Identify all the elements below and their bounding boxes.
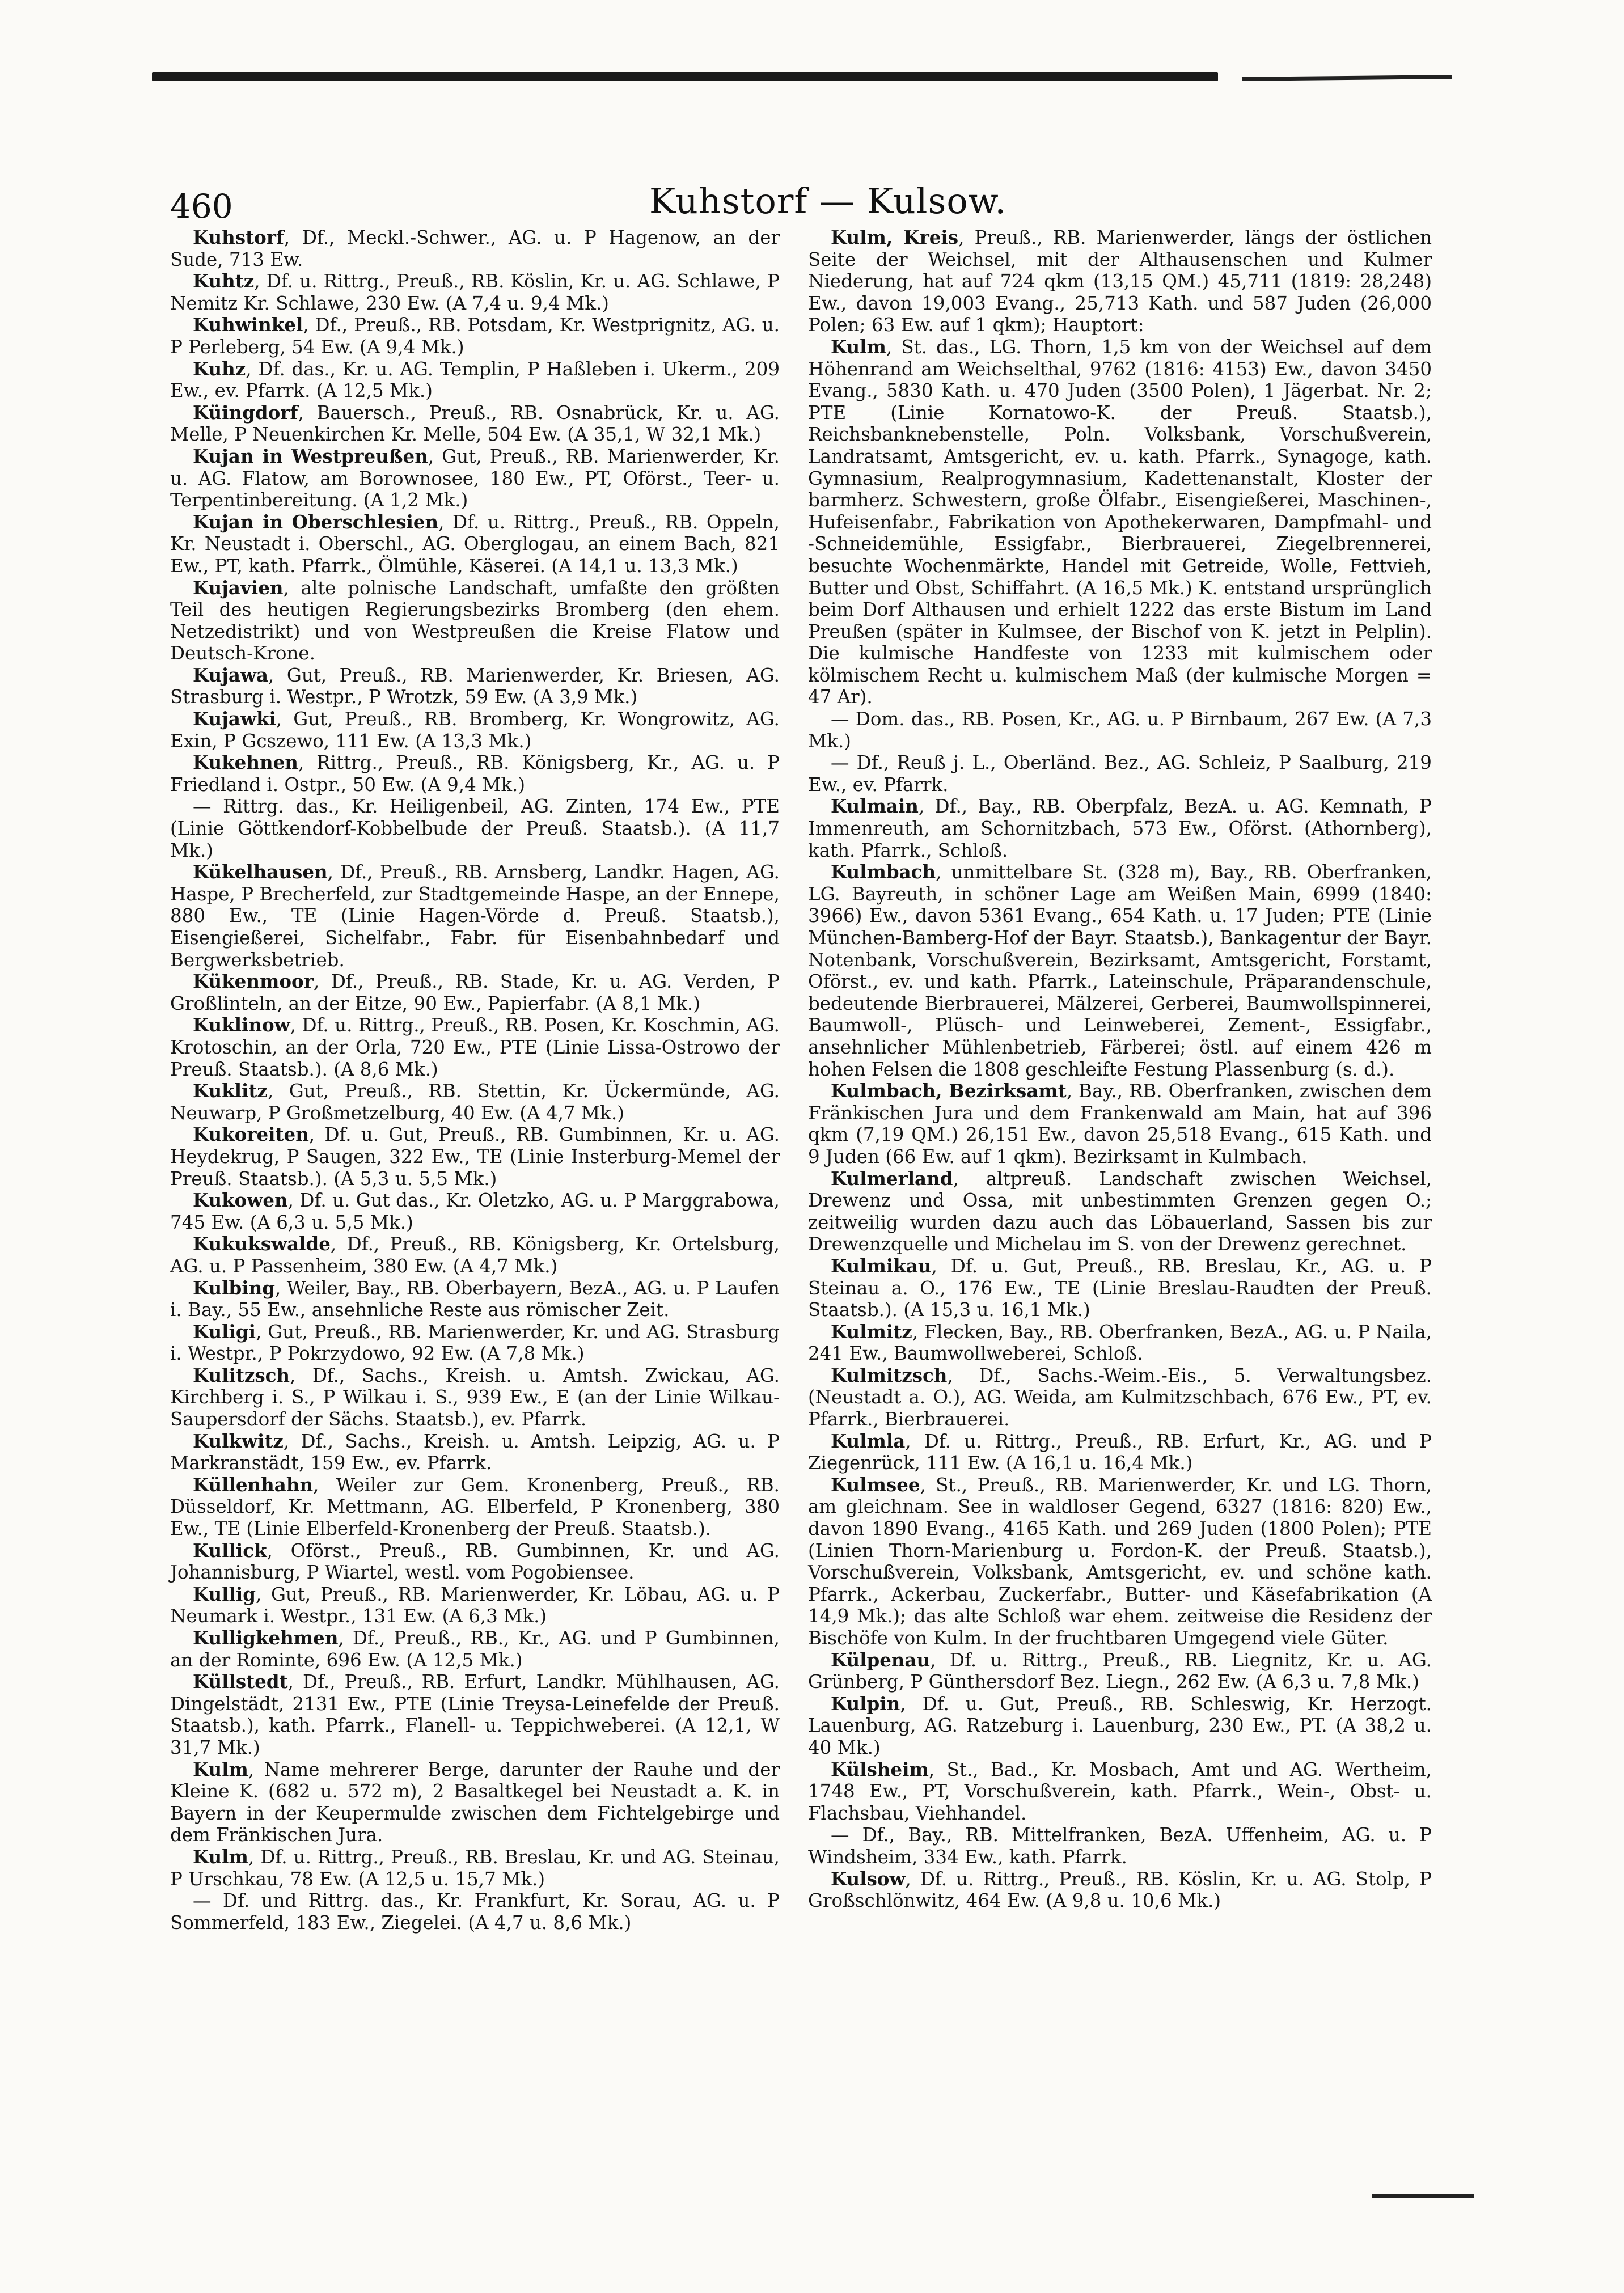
entry-headword: Kuhwinkel — [193, 314, 303, 336]
dictionary-entry — [170, 796, 780, 861]
entry-text: , Df. u. Rittrg., Preuß., RB. Oppeln, Kr. Neustadt i. Oberschl., AG. Oberglogau, an einem Bach, 821 Ew., PT, kath. Pfarrk., Ölmühle, Käserei. (A 14,1 u. 13,3 Mk.) — [170, 511, 780, 577]
dictionary-entry — [170, 1321, 780, 1365]
top-rule — [152, 72, 1218, 81]
entry-headword: Kujan in Westpreußen — [193, 445, 428, 467]
dictionary-entry — [808, 1474, 1432, 1649]
entry-text: , Df. u. Rittrg., Preuß., RB. Breslau, Kr. und AG. Steinau, P Urschkau, 78 Ew. (A 12,5 u. 15,7 Mk.) — [170, 1846, 780, 1890]
dictionary-entry — [808, 1365, 1432, 1431]
entry-headword: Kujawa — [193, 663, 269, 686]
entry-headword: Kullig — [193, 1583, 256, 1605]
entry-text: , Gut, Preuß., RB. Stettin, Kr. Ückermünde, AG. Neuwarp, P Großmetzelburg, 40 Ew. (A 4,7 Mk.) — [170, 1080, 780, 1124]
entry-text: , Df., Meckl.-Schwer., AG. u. P Hagenow, an der Sude, 713 Ew. — [170, 227, 780, 270]
dictionary-entry — [808, 1868, 1432, 1912]
entry-text: , Gut, Preuß., RB. Bromberg, Kr. Wongrowitz, AG. Exin, P Gcszewo, 111 Ew. (A 13,3 Mk.) — [170, 708, 780, 752]
entry-headword: Kulm, Kreis — [831, 226, 959, 248]
entry-text: , Df., Sachs., Kreish. u. Amtsh. Zwickau, AG. Kirchberg i. S., P Wilkau i. S., 939 Ew., E (an der Linie Wilkau-Saupersdorf der Sächs. Staatsb.), ev. Pfarrk. — [170, 1364, 780, 1431]
dictionary-entry — [808, 336, 1432, 708]
entry-text: , altpreuß. Landschaft zwischen Weichsel, Drewenz und Ossa, mit unbestimmten Grenzen gegen O.; zeitweilig wurden dazu auch das Löbauerland, Sassen bis zur Drewenzquelle und Michelau im S. von der Drewenz gerechnet. — [808, 1167, 1432, 1255]
dictionary-entry — [170, 1277, 780, 1321]
entry-headword: Küingdorf — [193, 401, 298, 424]
dictionary-entry — [170, 752, 780, 796]
entry-headword: Kükenmoor — [193, 970, 314, 993]
dictionary-entry — [170, 446, 780, 511]
entry-text: , alte polnische Landschaft, umfaßte den größten Teil des heutigen Regierungsbezirks Bromberg (den ehem. Netzedistrikt) und von Westpreußen die Kreise Flatow und Deutsch-Krone. — [170, 577, 780, 665]
entry-text: , Weiler zur Gem. Kronenberg, Preuß., RB. Düsseldorf, Kr. Mettmann, AG. Elberfeld, P Kronenberg, 380 Ew., TE (Linie Elberfeld-Kronenberg der Preuß. Staatsb.). — [170, 1474, 780, 1540]
entry-headword: Kulbing — [193, 1276, 275, 1299]
entry-headword: Kulmbach — [831, 861, 936, 883]
dictionary-entry — [170, 314, 780, 358]
dictionary-entry — [808, 861, 1432, 1080]
entry-text: , Df. u. Rittrg., Preuß., RB. Erfurt, Kr., AG. und P Ziegenrück, 111 Ew. (A 16,1 u. 16,4 Mk.) — [808, 1430, 1432, 1474]
dictionary-entry — [170, 1431, 780, 1474]
entry-headword: Kulligkehmen — [193, 1627, 339, 1649]
entry-text: , Gut, Preuß., RB. Marienwerder, Kr. Löbau, AG. u. P Neumark i. Westpr., 131 Ew. (A 6,3 Mk.) — [170, 1583, 780, 1627]
dictionary-entry — [170, 1890, 780, 1934]
entry-headword: Kuhtz — [193, 270, 255, 293]
entry-headword: Kullick — [193, 1539, 267, 1562]
entry-text: , Df. u. Rittrg., Preuß., RB. Posen, Kr. Koschmin, AG. Krotoschin, an der Orla, 720 Ew., PTE (Linie Lissa-Ostrowo der Preuß. Staatsb.). (A 8,6 Mk.) — [170, 1014, 780, 1080]
entry-text: , Df. u. Gut, Preuß., RB. Breslau, Kr., AG. u. P Steinau a. O., 176 Ew., TE (Linie Breslau-Raudten der Preuß. Staatsb.). (A 15,3 u. 16,1 Mk.) — [808, 1255, 1432, 1321]
entry-headword: Kukukswalde — [193, 1233, 331, 1255]
entry-headword: Kulmerland — [831, 1167, 953, 1190]
dictionary-entry — [808, 708, 1432, 752]
entry-headword: Kujawki — [193, 708, 276, 730]
entry-headword: Kulsow — [831, 1867, 906, 1890]
running-head: Kuhstorf — Kulsow. — [649, 180, 1007, 222]
entry-text: , Name mehrerer Berge, darunter der Rauhe und der Kleine K. (682 u. 572 m), 2 Basaltkegel bei Neustadt a. K. in Bayern in der Keupermulde zwischen dem Fichtelgebirge und dem Fränkischen Jura. — [170, 1758, 780, 1846]
entry-headword: Kulmbach, Bezirksamt — [831, 1080, 1067, 1102]
entry-text: , Df., Preuß., RB. Arnsberg, Landkr. Hagen, AG. Haspe, P Brecherfeld, zur Stadtgemeinde Haspe, an der Ennepe, 880 Ew., TE (Linie Hagen-Vörde d. Preuß. Staatsb.), Eisengießerei, Sichelfabr., Fabr. für Eisenbahnbedarf und Bergwerksbetrieb. — [170, 861, 780, 971]
entry-text: , Df., Sachs.-Weim.-Eis., 5. Verwaltungsbez. (Neustadt a. O.), AG. Weida, am Kulmitzschbach, 676 Ew., PT, ev. Pfarrk., Bierbrauerei. — [808, 1364, 1432, 1431]
entry-text: , Rittrg., Preuß., RB. Königsberg, Kr., AG. u. P Friedland i. Ostpr., 50 Ew. (A 9,4 Mk.) — [170, 752, 780, 796]
right-column — [808, 227, 1432, 1912]
entry-text: , Gut, Preuß., RB. Marienwerder, Kr. und AG. Strasburg i. Westpr., P Pokrzydowo, 92 Ew. (A 7,8 Mk.) — [170, 1321, 780, 1365]
entry-headword: Kulmsee — [831, 1473, 920, 1496]
left-column — [170, 227, 780, 1934]
entry-headword: Kuhstorf — [193, 226, 284, 248]
entry-headword: Kulm — [193, 1758, 248, 1780]
entry-text: , Df. u. Rittrg., Preuß., RB. Liegnitz, Kr. u. AG. Grünberg, P Günthersdorf Bez. Liegn., 262 Ew. (A 6,3 u. 7,8 Mk.) — [808, 1649, 1432, 1693]
entry-text: , Df., Preuß., RB. Königsberg, Kr. Ortelsburg, AG. u. P Passenheim, 380 Ew. (A 4,7 Mk.) — [170, 1233, 780, 1277]
dictionary-entry — [808, 1255, 1432, 1321]
entry-text: , Bauersch., Preuß., RB. Osnabrück, Kr. u. AG. Melle, P Neuenkirchen Kr. Melle, 504 Ew. (A 35,1, W 32,1 Mk.) — [170, 401, 780, 446]
entry-headword: Kulmla — [831, 1429, 906, 1452]
dictionary-entry — [808, 227, 1432, 336]
entry-headword: Kuligi — [193, 1320, 256, 1343]
entry-text: — Df., Bay., RB. Mittelfranken, BezA. Uffenheim, AG. u. P Windsheim, 334 Ew., kath. Pfarrk. — [808, 1824, 1432, 1868]
dictionary-entry — [170, 577, 780, 665]
entry-text: , Df. u. Gut das., Kr. Oletzko, AG. u. P Marggrabowa, 745 Ew. (A 6,3 u. 5,5 Mk.) — [170, 1190, 780, 1233]
entry-text: , Df., Preuß., RB. Potsdam, Kr. Westprignitz, AG. u. P Perleberg, 54 Ew. (A 9,4 Mk.) — [170, 314, 780, 358]
dictionary-entry — [808, 1649, 1432, 1693]
dictionary-entry — [808, 1080, 1432, 1167]
dictionary-entry — [170, 1627, 780, 1671]
dictionary-entry — [808, 1168, 1432, 1255]
entry-headword: Kulmain — [831, 795, 919, 818]
dictionary-entry — [170, 971, 780, 1014]
dictionary-entry — [808, 1759, 1432, 1825]
entry-text: , Flecken, Bay., RB. Oberfranken, BezA., AG. u. P Naila, 241 Ew., Baumwollweberei, Schloß. — [808, 1321, 1432, 1365]
entry-text: , Df., Preuß., RB., Kr., AG. und P Gumbinnen, an der Rominte, 696 Ew. (A 12,5 Mk.) — [170, 1627, 780, 1671]
entry-text: , Oförst., Preuß., RB. Gumbinnen, Kr. und AG. Johannisburg, P Wiartel, westl. vom Pogobiensee. — [170, 1539, 780, 1584]
entry-text: , Df., Sachs., Kreish. u. Amtsh. Leipzig, AG. u. P Markranstädt, 159 Ew., ev. Pfarrk. — [170, 1430, 780, 1474]
dictionary-entry — [170, 1759, 780, 1846]
entry-headword: Kuklitz — [193, 1080, 268, 1102]
dictionary-entry — [170, 1540, 780, 1584]
entry-text: , Preuß., RB. Marienwerder, längs der östlichen Seite der Weichsel, mit der Althausenschen und Kulmer Niederung, hat auf 724 qkm (13,15 QM.) 45,711 (1819: 28,248) Ew., davon 19,003 Evang., 25,713 Kath. und 587 Juden (26,000 Polen; 63 Ew. auf 1 qkm); Hauptort: — [808, 227, 1432, 336]
entry-text: , Gut, Preuß., RB. Marienwerder, Kr. Briesen, AG. Strasburg i. Westpr., P Wrotzk, 59 Ew. (A 3,9 Mk.) — [170, 664, 780, 708]
dictionary-entry — [170, 1474, 780, 1540]
entry-headword: Kulitzsch — [193, 1364, 290, 1386]
bottom-rule — [1372, 2194, 1474, 2198]
entry-text: , Df. u. Rittrg., Preuß., RB. Köslin, Kr. u. AG. Stolp, P Großschlönwitz, 464 Ew. (A 9,8 u. 10,6 Mk.) — [808, 1868, 1432, 1912]
entry-text: — Df. und Rittrg. das., Kr. Frankfurt, Kr. Sorau, AG. u. P Sommerfeld, 183 Ew., Ziegelei. (A 4,7 u. 8,6 Mk.) — [170, 1890, 780, 1934]
entry-headword: Kulm — [193, 1845, 248, 1868]
entry-headword: Kuklinow — [193, 1014, 290, 1036]
dictionary-entry — [170, 1080, 780, 1124]
dictionary-entry — [170, 358, 780, 402]
entry-headword: Kujavien — [193, 576, 284, 599]
dictionary-entry — [170, 861, 780, 971]
entry-text: , Df. u. Gut, Preuß., RB. Gumbinnen, Kr. u. AG. Heydekrug, P Saugen, 322 Ew., TE (Linie Insterburg-Memel der Preuß. Staatsb.). (A 5,3 u. 5,5 Mk.) — [170, 1124, 780, 1190]
dictionary-entry — [170, 1014, 780, 1080]
entry-text: , St., Preuß., RB. Marienwerder, Kr. und LG. Thorn, am gleichnam. See in waldloser Gegend, 6327 (1816: 820) Ew., davon 1890 Evang., 4165 Kath. und 269 Juden (1800 Polen); PTE (Linien Thorn-Marienburg u. Fordon-K. der Preuß. Staatsb.), Vorschußverein, Volksbank, Amtsgericht, ev. und schöne kath. Pfarrk., Ackerbau, Zuckerfabr., Butter- und Käsefabrikation (A 14,9 Mk.); das alte Schloß war ehem. zeitweise die Residenz der Bischöfe von Kulm. In der fruchtbaren Umgegend viele Güter. — [808, 1474, 1432, 1649]
dictionary-entry — [170, 1190, 780, 1233]
dictionary-entry — [170, 1584, 780, 1627]
entry-headword: Küllstedt — [193, 1670, 288, 1693]
dictionary-entry — [170, 1846, 780, 1890]
entry-text: , Df., Bay., RB. Oberpfalz, BezA. u. AG. Kemnath, P Immenreuth, am Schornitzbach, 573 Ew., Oförst. (Athornberg), kath. Pfarrk., Schloß. — [808, 796, 1432, 861]
dictionary-entry — [808, 1693, 1432, 1759]
dictionary-entry — [808, 752, 1432, 796]
entry-headword: Kukehnen — [193, 751, 298, 774]
dictionary-entry — [808, 796, 1432, 861]
entry-text: , Df., Preuß., RB. Erfurt, Landkr. Mühlhausen, AG. Dingelstädt, 2131 Ew., PTE (Linie Treysa-Leinefelde der Preuß. Staatsb.), kath. Pfarrk., Flanell- u. Teppichweberei. (A 12,1, W 31,7 Mk.) — [170, 1671, 780, 1758]
dictionary-entry — [170, 270, 780, 314]
dictionary-entry — [808, 1431, 1432, 1474]
entry-text: , Weiler, Bay., RB. Oberbayern, BezA., AG. u. P Laufen i. Bay., 55 Ew., ansehnliche Reste aus römischer Zeit. — [170, 1277, 780, 1321]
dictionary-entry — [808, 1321, 1432, 1365]
dictionary-entry — [170, 402, 780, 446]
entry-text: , St., Bad., Kr. Mosbach, Amt und AG. Wertheim, 1748 Ew., PT, Vorschußverein, kath. Pfarrk., Wein-, Obst- u. Flachsbau, Viehhandel. — [808, 1758, 1432, 1824]
entry-headword: Külpenau — [831, 1648, 931, 1671]
dictionary-entry — [170, 708, 780, 752]
dictionary-entry — [170, 227, 780, 270]
entry-text: , Gut, Preuß., RB. Marienwerder, Kr. u. AG. Flatow, am Borownosee, 180 Ew., PT, Oförst., Teer- u. Terpentinbereitung. (A 1,2 Mk.) — [170, 445, 780, 511]
dictionary-entry — [170, 665, 780, 708]
entry-text: , Df. das., Kr. u. AG. Templin, P Haßleben i. Ukerm., 209 Ew., ev. Pfarrk. (A 12,5 Mk.) — [170, 358, 780, 402]
entry-headword: Kükelhausen — [193, 861, 328, 883]
entry-headword: Kukoreiten — [193, 1123, 309, 1146]
dictionary-entry — [170, 1124, 780, 1190]
entry-headword: Kulkwitz — [193, 1429, 284, 1452]
entry-text: , Df. u. Gut, Preuß., RB. Schleswig, Kr. Herzogt. Lauenburg, AG. Ratzeburg i. Lauenburg, 230 Ew., PT. (A 38,2 u. 40 Mk.) — [808, 1693, 1432, 1758]
page-number: 460 — [170, 187, 233, 226]
entry-text: — Rittrg. das., Kr. Heiligenbeil, AG. Zinten, 174 Ew., PTE (Linie Göttkendorf-Kobbelbude der Preuß. Staatsb.). (A 11,7 Mk.) — [170, 796, 780, 861]
entry-headword: Kujan in Oberschlesien — [193, 510, 439, 533]
entry-headword: Kulmitzsch — [831, 1364, 948, 1386]
dictionary-entry — [170, 511, 780, 577]
entry-text: , St. das., LG. Thorn, 1,5 km von der Weichsel auf dem Höhenrand am Weichselthal, 9762 (1816: 4153) Ew., davon 3450 Evang., 5830 Kath. u. 470 Juden (3500 Polen), 1 Jägerbat. Nr. 2; PTE (Linie Kornatowo-K. der Preuß. Staatsb.), Reichsbanknebenstelle, Poln. Volksbank, Vorschußverein, Landratsamt, Amtsgericht, ev. u. kath. Pfarrk., Synagoge, kath. Gymnasium, Realprogymnasium, Kadettenanstalt, Kloster der barmherz. Schwestern, große Ölfabr., Eisengießerei, Maschinen-, Hufeisenfabr., Fabrikation von Apothekerwaren, Dampfmahl- und -Schneidemühle, Essigfabr., Bierbrauerei, Ziegelbrennerei, besuchte Wochenmärkte, Handel mit Getreide, Wolle, Fettvieh, Butter und Obst, Schiffahrt. (A 16,5 Mk.) K. entstand ursprünglich beim Dorf Althausen und erhielt 1222 das erste Bistum im Land Preußen (später in Kulmsee, der Bischof von K. jetzt in Pelplin). Die kulmische Handfeste von 1233 mit kulmischem oder kölmischem Recht u. kulmischem Maß (der kulmische Morgen = 47 Ar). — [808, 336, 1432, 708]
dictionary-entry — [170, 1671, 780, 1758]
entry-text: — Df., Reuß j. L., Oberländ. Bez., AG. Schleiz, P Saalburg, 219 Ew., ev. Pfarrk. — [808, 752, 1432, 796]
entry-text: , Df. u. Rittrg., Preuß., RB. Köslin, Kr. u. AG. Schlawe, P Nemitz Kr. Schlawe, 230 Ew. (A 7,4 u. 9,4 Mk.) — [170, 270, 780, 314]
dictionary-entry — [170, 1365, 780, 1431]
entry-text: , unmittelbare St. (328 m), Bay., RB. Oberfranken, LG. Bayreuth, in schöner Lage am Weißen Main, 6999 (1840: 3966) Ew., davon 5361 Evang., 654 Kath. u. 17 Juden; PTE (Linie München-Bamberg-Hof der Bayr. Staatsb.), Bankagentur der Bayr. Notenbank, Vorschußverein, Bezirksamt, Amtsgericht, Forstamt, Oförst., ev. und kath. Pfarrk., Lateinschule, Präparandenschule, bedeutende Bierbrauerei, Mälzerei, Gerberei, Baumwollspinnerei, Baumwoll-, Plüsch- und Leinweberei, Zement-, Essigfabr., ansehnlicher Mühlenbetrieb, Färberei; östl. auf einem 426 m hohen Felsen die 1808 geschleifte Festung Plassenburg (s. d.). — [808, 861, 1432, 1080]
entry-headword: Küllenhahn — [193, 1473, 314, 1496]
dictionary-entry — [808, 1824, 1432, 1868]
entry-text: , Df., Preuß., RB. Stade, Kr. u. AG. Verden, P Großlinteln, an der Eitze, 90 Ew., Papierfabr. (A 8,1 Mk.) — [170, 971, 780, 1014]
entry-text: , Bay., RB. Oberfranken, zwischen dem Fränkischen Jura und dem Frankenwald am Main, hat auf 396 qkm (7,19 QM.) 26,151 Ew., davon 25,518 Evang., 615 Kath. und 9 Juden (66 Ew. auf 1 qkm). Bezirksamt in Kulmbach. — [808, 1080, 1432, 1167]
entry-headword: Kulmikau — [831, 1254, 932, 1277]
entry-headword: Kuhz — [193, 357, 246, 380]
entry-headword: Kukowen — [193, 1189, 288, 1212]
entry-headword: Kulpin — [831, 1692, 900, 1715]
dictionary-entry — [170, 1233, 780, 1277]
entry-headword: Külsheim — [831, 1758, 929, 1780]
entry-headword: Kulm — [831, 335, 886, 358]
entry-text: — Dom. das., RB. Posen, Kr., AG. u. P Birnbaum, 267 Ew. (A 7,3 Mk.) — [808, 708, 1432, 752]
entry-headword: Kulmitz — [831, 1320, 912, 1343]
top-rule-right — [1242, 75, 1452, 81]
